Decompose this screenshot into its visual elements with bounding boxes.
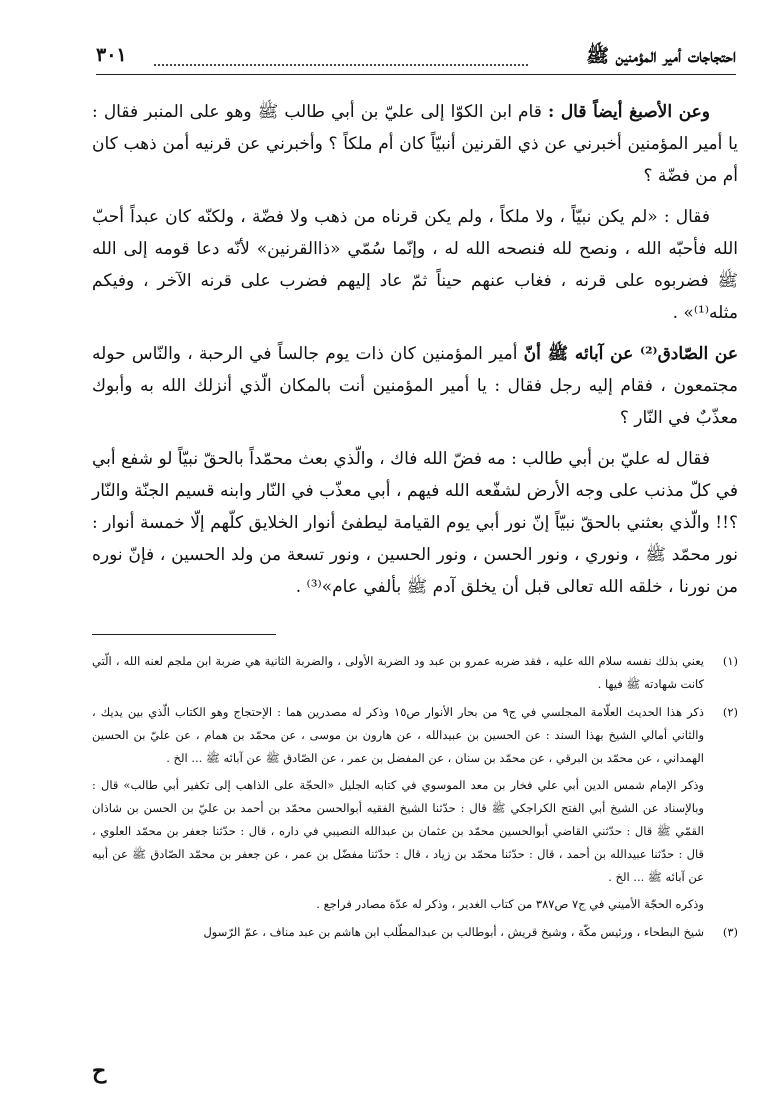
paragraph-3-lead: عن الصّادق⁽²⁾ عن آبائه ﷺ أنّ — [523, 344, 739, 364]
footnote-text — [92, 650, 704, 696]
continuation-mark: ح — [92, 1058, 107, 1084]
footnote-number: (٣) — [722, 925, 738, 939]
footnote-paragraph: ذكر هذا الحديث العلّامة المجلسي في ج٩ من بحار الأنوار ص١٥ وذكر له مصدرين هما : الإحتجاج وهو الكتاب الّذي بين يديك ، والثاني أمالي الشيخ بهذا السند : عن الحسين بن عبيدالله ، عن هارون بن موسى ، عن محمّد بن همام ، عن عليّ بن الحسين الهمداني ، عن محمّد بن البرقي ، عن محمّد بن سنان ، عن المفضل بن عمر ، عن الصّادق ﷺ عن آبائه ﷺ ... الخ . — [92, 705, 705, 765]
footnote-paragraph: يعني بذلك نفسه سلام الله عليه ، فقد ضربه عمرو بن عبد ود الضربة الأولى ، والضربة الثانية هي ضربة ابن ملجم لعنه الله ، الّتي كانت شهادته ﷺ فيها . — [92, 654, 704, 691]
paragraph-1 — [92, 96, 738, 192]
footnote-text — [92, 921, 704, 944]
paragraph-1-text: قام ابن الكوّا إلى عليّ بن أبي طالب ﷺ وهو على المنبر فقال : يا أمير المؤمنين أخبرني عن ذي القرنين أنبيّاً كان أم ملكاً ؟ وأخبرني عن قرنيه أمن ذهب كان أم من فضّة ؟ — [92, 102, 738, 186]
footnote-paragraph: وذكره الحجّة الأميني في ج٧ ص٣٨٧ من كتاب الغدير ، وذكر له عدّة مصادر فراجع . — [316, 897, 704, 911]
paragraph-3 — [92, 338, 738, 434]
footnote-separator — [92, 634, 276, 635]
paragraph-3-text: أمير المؤمنين كان ذات يوم جالساً في الرحبة ، والنّاس حوله مجتمعون ، فقام إليه رجل فقال : يا أمير المؤمنين أنت بالمكان الّذي أنزلك الله به وأبوك معذّبٌ في النّار ؟ — [92, 344, 738, 428]
paragraph-2: فقال : «لم يكن نبيّاً ، ولا ملكاً ، ولم يكن قرناه من ذهب ولا فضّة ، ولكنّه كان عبداً أحبّ الله فأحبّه الله ، ونصح لله فنصحه الله له ، وإنّما سُمّي «ذاالقرنين» لأنّه دعا قومه إلى الله ﷺ فضربوه على قرنه ، فغاب عنهم حيناً ثمّ عاد إليهم فضرب على قرنه الآخر ، وفيكم مثله⁽¹⁾» . — [92, 207, 738, 323]
footnote-paragraph: شيخ البطحاء ، ورئيس مكّة ، وشيخ قريش ، أبوطالب بن عبدالمطّلب ابن هاشم بن عبد مناف ، عمّ الرّسول — [203, 925, 704, 939]
footnotes — [92, 650, 738, 949]
running-title: احتجاجات أمير المؤمنين ﷺ — [586, 45, 736, 67]
dot-leader — [154, 64, 528, 66]
footnote-paragraph: وذكر الإمام شمس الدين أبي علي فخار بن معد الموسوي في كتابه الجليل «الحجّة على الذاهب إلى تكفير أبي طالب» قال : وبالإسناد عن الشيخ أبي الفتح الكراجكي ﷺ قال : حدّثنا الشيخ الفقيه أبوالحسن محمّد بن أحمد بن عليّ بن الحسن بن شاذان القمّي ﷺ قال : حدّثني القاضي أبوالحسين محمّد بن عثمان بن عبدالله النصيبي في داره ، قال : حدّثنا جعفر بن محمّد العلوي ، قال : حدّثنا عبيدالله بن أحمد ، قال : حدّثنا محمّد بن زياد ، قال : حدّثنا مفضّل بن عمر ، عن جعفر بن محمّد الصّادق ﷺ عن أبيه عن آبائه ﷺ ... الخ . — [92, 778, 704, 884]
footnote-text — [92, 701, 704, 916]
footnote-number: (١) — [722, 654, 738, 668]
footnote-3 — [92, 921, 738, 944]
paragraph-1-lead: وعن الأصبغ أيضاً قال : — [547, 102, 711, 122]
page-number: ٣٠١ — [96, 44, 127, 66]
footnote-1 — [92, 650, 738, 696]
main-text — [92, 96, 738, 612]
footnote-number: (٢) — [722, 705, 738, 719]
page-header — [96, 34, 736, 75]
paragraph-4: فقال له عليّ بن أبي طالب : مه فضّ الله فاك ، والّذي بعث محمّداً بالحقّ نبيّاً لو شفع أبي في كلّ مذنب على وجه الأرض لشفّعه الله فيهم ، أبي معذّب في النّار وابنه قسيم الجنّة والنّار ؟!! والّذي بعثني بالحقّ نبيّاً إنّ نور أبي يوم القيامة ليطفئ أنوار الخلايق كلّهم إلّا خمسة أنوار : نور محمّد ﷺ ، ونوري ، ونور الحسن ، ونور الحسين ، ونور تسعة من ولد الحسين ، فإنّ نوره من نورنا ، خلقه الله تعالى قبل أن يخلق آدم ﷺ بألفي عام»⁽³⁾ . — [92, 449, 738, 597]
footnote-2 — [92, 701, 738, 916]
